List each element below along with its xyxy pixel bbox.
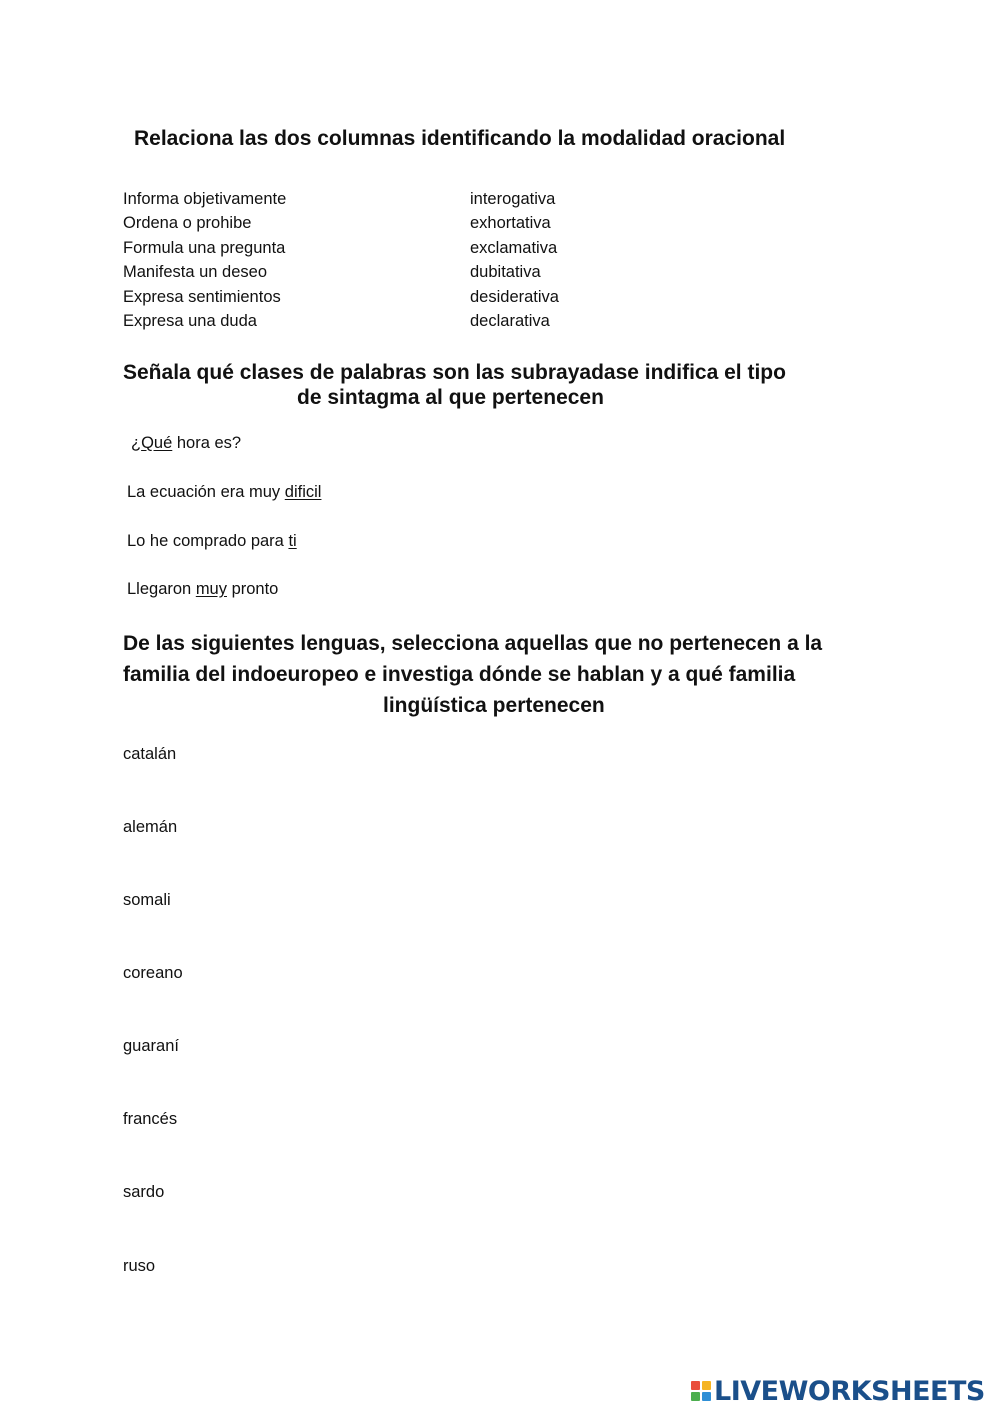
matching-left: Formula una pregunta: [123, 239, 286, 257]
matching-row: [123, 214, 723, 238]
language-item: alemán: [123, 818, 178, 836]
language-item: coreano: [123, 964, 183, 982]
language-item: guaraní: [123, 1037, 179, 1055]
section2-title-line2: de sintagma al que pertenecen: [297, 386, 604, 409]
sentence: [127, 483, 321, 502]
matching-left: Manifesta un deseo: [123, 263, 268, 281]
liveworksheets-icon: [691, 1381, 711, 1401]
sentence-text: La ecuación era muy: [127, 483, 285, 501]
matching-left: Expresa sentimientos: [123, 288, 281, 306]
language-item: somali: [123, 891, 171, 909]
matching-right: exclamativa: [470, 239, 558, 257]
matching-right: interogativa: [470, 190, 556, 208]
underlined-word: ti: [288, 532, 297, 550]
sentence: [127, 580, 278, 599]
language-item: catalán: [123, 745, 177, 763]
matching-row: [123, 288, 723, 312]
matching-right: desiderativa: [470, 288, 559, 306]
matching-left: Expresa una duda: [123, 312, 257, 330]
sentence-text: ¿: [131, 434, 142, 452]
underlined-word: dificil: [284, 483, 322, 501]
underlined-word: Qué: [141, 434, 173, 452]
sentence-text: Lo he comprado para: [127, 532, 289, 550]
matching-right: exhortativa: [470, 214, 551, 232]
matching-right: dubitativa: [470, 263, 541, 281]
section3-title-line3: lingüística pertenecen: [383, 694, 605, 717]
section3-title-line1: De las siguientes lenguas, selecciona aquellas que no pertenecen a la: [123, 632, 823, 655]
language-item: sardo: [123, 1183, 165, 1201]
matching-row: [123, 263, 723, 287]
language-item: francés: [123, 1110, 178, 1128]
sentence-text: pronto: [226, 580, 279, 598]
sentence-text: hora es?: [172, 434, 242, 452]
matching-row: [123, 312, 723, 336]
section2-title-line1: Señala qué clases de palabras son las subrayadase indifica el tipo: [123, 361, 786, 384]
matching-left: Informa objetivamente: [123, 190, 287, 208]
underlined-word: muy: [195, 580, 227, 598]
matching-row: [123, 190, 723, 214]
matching-left: Ordena o prohibe: [123, 214, 252, 232]
sentence-text: Llegaron: [127, 580, 196, 598]
liveworksheets-logo: [691, 1376, 985, 1406]
section1-title: Relaciona las dos columnas identificando la modalidad oracional: [134, 127, 786, 150]
language-item: ruso: [123, 1257, 156, 1275]
logo-text: LIVEWORKSHEETS: [714, 1375, 985, 1407]
sentence: [131, 434, 241, 453]
sentence: [127, 532, 297, 551]
matching-row: [123, 239, 723, 263]
matching-right: declarativa: [470, 312, 550, 330]
section3-title-line2: familia del indoeuropeo e investiga dónde se hablan y a qué familia: [123, 663, 796, 686]
